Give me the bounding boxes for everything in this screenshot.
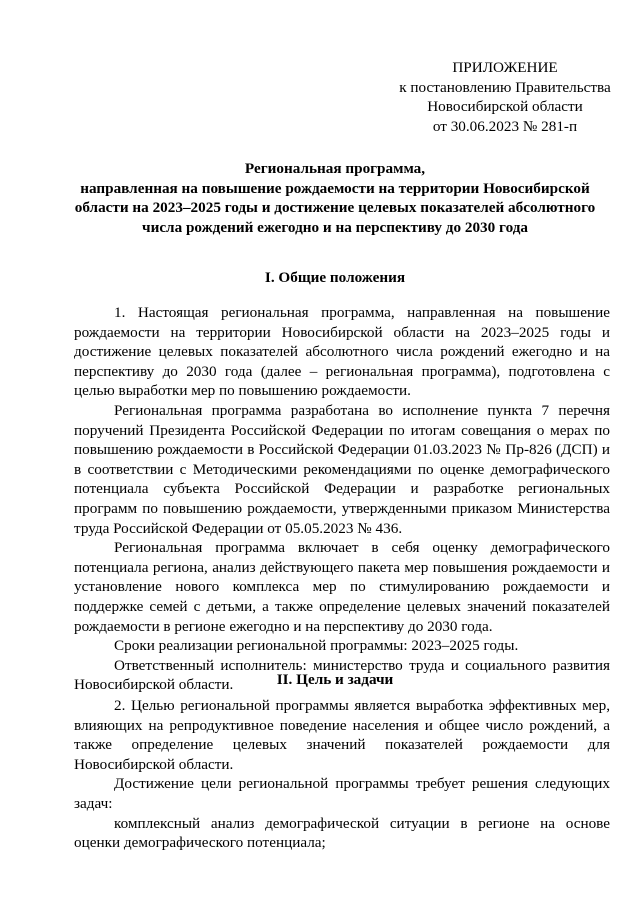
section-1-paragraph-4: Сроки реализации региональной программы: 2023–2025 годы. xyxy=(114,637,519,655)
title-line-4: числа рождений ежегодно и на перспективу до 2030 года xyxy=(142,219,528,237)
section-2-heading: II. Цель и задачи xyxy=(276,671,394,688)
appendix-date-number: от 30.06.2023 № 281-п xyxy=(432,117,578,135)
section-1-paragraph-2: Региональная программа разработана во исполнение пункта 7 перечня поручений Президента Российской Федерации по итогам совещания о мерах по повышению рождаемости в Российской Федерации 01.03.2023 № Пр-826 (ДСП) и в соответствии с Методическими рекомендациями по оценке демографического потенциала субъекта Российской Федерации и разработке региональных программ по повышению рождаемости, утвержденными приказом Министерства труда Российской Федерации от 05.05.2023 № 436. xyxy=(74,401,610,537)
section-2-paragraph-3: комплексный анализ демографической ситуации в регионе на основе оценки демографического потенциала; xyxy=(74,814,610,852)
document-title xyxy=(60,159,610,238)
section-2-paragraph-2: Достижение цели региональной программы требует решения следующих задач: xyxy=(74,775,610,812)
appendix-label: ПРИЛОЖЕНИЕ xyxy=(452,59,558,76)
title-line-3: области на 2023–2025 годы и достижение целевых показателей абсолютного xyxy=(74,199,596,217)
section-1-heading: I. Общие положения xyxy=(264,269,406,286)
section-1-body xyxy=(74,303,610,695)
title-line-1: Региональная программа, xyxy=(244,160,426,177)
section-1-paragraph-5: Ответственный исполнитель: министерство труда и социального развития Новосибирской области. xyxy=(74,656,610,694)
section-1-paragraph-1: 1. Настоящая региональная программа, направленная на повышение рождаемости на территории Новосибирской области на 2023–2025 годы и достижение целевых показателей абсолютного числа рождений ежегодно и на перспективу до 2030 года (далее – региональная программа), подготовлена с целью выработки мер по повышению рождаемости. xyxy=(74,304,610,400)
section-2-paragraph-1: 2. Целью региональной программы является выработка эффективных мер, влияющих на репродуктивное поведение населения и общее число рождений, а также определение целевых значений показателей рождаемости для Новосибирской области. xyxy=(74,697,610,773)
appendix-block xyxy=(395,58,615,136)
section-2-body xyxy=(74,696,610,853)
title-line-2: направленная на повышение рождаемости на территории Новосибирской xyxy=(80,179,590,197)
appendix-decree-line: к постановлению Правительства xyxy=(399,78,611,96)
section-1-paragraph-3: Региональная программа включает в себя оценку демографического потенциала региона, анализ действующего пакета мер повышения рождаемости и установление нового комплекса мер по стимулированию рождаемости и поддержке семей с детьми, а также определение целевых значений показателей рождаемости в регионе ежегодно и на перспективу до 2030 года. xyxy=(74,539,610,635)
appendix-region-line: Новосибирской области xyxy=(427,98,583,115)
